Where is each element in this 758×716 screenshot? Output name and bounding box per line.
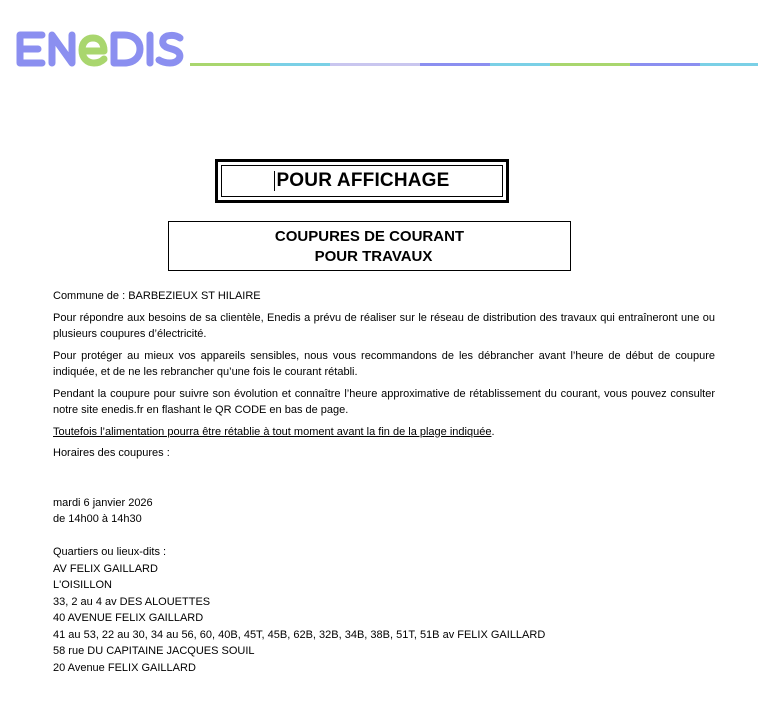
note-line [53, 424, 715, 441]
list-item: 58 rue DU CAPITAINE JACQUES SOUIL [53, 645, 255, 657]
cut-date: mardi 6 janvier 2026 [53, 496, 153, 509]
affichage-title-inner [221, 165, 503, 197]
coupures-title-line1: COUPURES DE COURANT [274, 228, 465, 245]
paragraph-followup: Pendant la coupure pour suivre son évolution et connaître l’heure approximative de rétablissement du courant, vous pouvez consulter notre site enedis.fr en flashant le QR CODE en bas de page. [53, 387, 715, 416]
note-period: . [491, 425, 495, 438]
list-item: L'OISILLON [53, 579, 112, 591]
coupures-title-line2: POUR TRAVAUX [314, 248, 433, 265]
commune-line: Commune de : BARBEZIEUX ST HILAIRE [53, 290, 261, 302]
list-item: 33, 2 au 4 av DES ALOUETTES [53, 595, 211, 608]
header-decorative-rule [190, 63, 758, 66]
coupures-title-box [168, 221, 571, 271]
list-item: AV FELIX GAILLARD [53, 562, 158, 575]
list-item: 20 Avenue FELIX GAILLARD [53, 661, 196, 674]
list-item: 41 au 53, 22 au 30, 34 au 56, 60, 40B, 45T, 45B, 62B, 32B, 34B, 38B, 51T, 51B av FELIX GAILLARD [53, 628, 546, 641]
paragraph-protection: Pour protéger au mieux vos appareils sensibles, nous vous recommandons de les débrancher avant l’heure de début de coupure indiquée, et de ne les rebrancher qu’une fois le courant rétabli. [53, 349, 715, 378]
cut-time: de 14h00 à 14h30 [53, 513, 142, 525]
quartiers-list [53, 561, 715, 677]
note-underlined: Toutefois l’alimentation pourra être rétablie à tout moment avant la fin de la plage indiquée [53, 425, 492, 438]
paragraph-intro: Pour répondre aux besoins de sa clientèle, Enedis a prévu de réaliser sur le réseau de distribution des travaux qui entraîneront une ou plusieurs coupures d’électricité. [53, 311, 715, 340]
affichage-title-box [215, 159, 509, 203]
notice-body [53, 288, 715, 676]
quartiers-label: Quartiers ou lieux-dits : [53, 546, 167, 558]
text-cursor [274, 171, 275, 191]
enedis-logo-graphic [16, 29, 186, 69]
list-item: 40 AVENUE FELIX GAILLARD [53, 612, 204, 624]
horaires-label: Horaires des coupures : [53, 447, 170, 459]
enedis-logo [16, 29, 186, 69]
affichage-title: POUR AFFICHAGE [276, 170, 450, 191]
